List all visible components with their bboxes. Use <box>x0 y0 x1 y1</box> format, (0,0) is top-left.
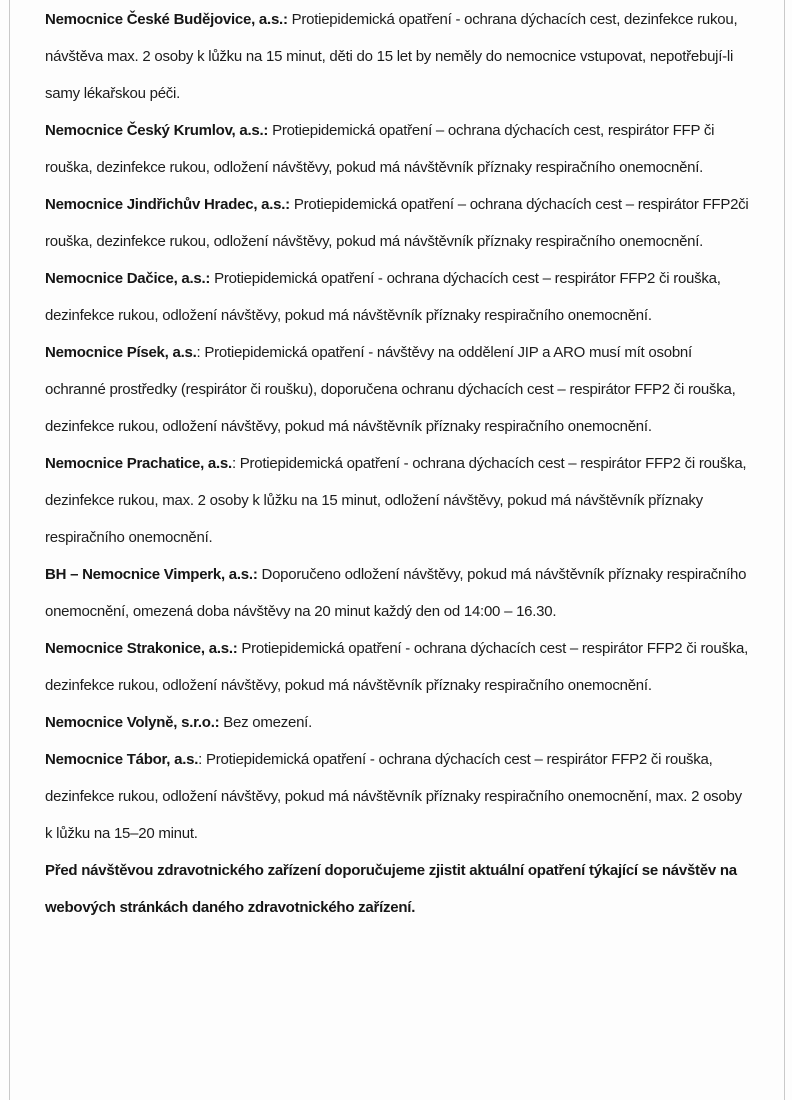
hospital-name: Nemocnice Volyně, s.r.o.: <box>45 714 220 731</box>
hospital-entry-cesky-krumlov <box>45 112 751 186</box>
entry-text: Protiepidemická opatření - ochrana dýchacích cest, dezinfekce rukou, návštěva max. 2 osoby k lůžku na 15 minut, děti do 15 let by neměly do nemocnice vstupovat, nepotřebují-li samy lékařskou péči. <box>45 11 738 102</box>
hospital-name: Nemocnice Strakonice, a.s.: <box>45 640 238 657</box>
entry-text: : Protiepidemická opatření - ochrana dýchacích cest – respirátor FFP2 či rouška, dezinfekce rukou, odložení návštěvy, pokud má návštěvník příznaky respiračního onemocnění, max. 2 osoby k lůžku na 15–20 minut. <box>45 751 742 842</box>
hospital-entry-jindrichuv-hradec <box>45 186 751 260</box>
entry-text: Bez omezení. <box>219 714 313 731</box>
entry-text: : Protiepidemická opatření - ochrana dýchacích cest – respirátor FFP2 či rouška, dezinfekce rukou, max. 2 osoby k lůžku na 15 minut, odložení návštěvy, pokud má návštěvník příznaky respiračního onemocnění. <box>45 455 747 546</box>
hospital-entry-ceske-budejovice <box>45 1 751 112</box>
hospital-name: Nemocnice Prachatice, a.s. <box>45 455 232 472</box>
hospital-entry-vimperk <box>45 556 751 630</box>
closing-note-text: Před návštěvou zdravotnického zařízení doporučujeme zjistit aktuální opatření týkající se návštěv na webových stránkách daného zdravotnického zařízení. <box>45 862 737 916</box>
hospital-entry-volyne <box>45 704 751 741</box>
entry-text: Protiepidemická opatření - ochrana dýchacích cest – respirátor FFP2 či rouška, dezinfekce rukou, odložení návštěvy, pokud má návštěvník příznaky respiračního onemocnění. <box>45 640 748 694</box>
closing-note <box>45 852 751 926</box>
entry-text: Protiepidemická opatření - ochrana dýchacích cest – respirátor FFP2 či rouška, dezinfekce rukou, odložení návštěvy, pokud má návštěvník příznaky respiračního onemocnění. <box>45 270 721 324</box>
hospital-entry-pisek <box>45 334 751 445</box>
hospital-name: Nemocnice Jindřichův Hradec, a.s.: <box>45 196 290 213</box>
hospital-entry-dacice <box>45 260 751 334</box>
hospital-name: Nemocnice České Budějovice, a.s.: <box>45 11 288 28</box>
page-right-edge-rule <box>784 0 785 1100</box>
hospital-entry-tabor <box>45 741 751 852</box>
entry-text: : Protiepidemická opatření - návštěvy na oddělení JIP a ARO musí mít osobní ochranné prostředky (respirátor či roušku), doporučena ochranu dýchacích cest – respirátor FFP2 či rouška, dezinfekce rukou, odložení návštěvy, pokud má návštěvník příznaky respiračního onemocnění. <box>45 344 736 435</box>
hospital-name: Nemocnice Písek, a.s. <box>45 344 197 361</box>
entry-text: Protiepidemická opatření – ochrana dýchacích cest, respirátor FFP či rouška, dezinfekce rukou, odložení návštěvy, pokud má návštěvník příznaky respiračního onemocnění. <box>45 122 715 176</box>
entry-text: Doporučeno odložení návštěvy, pokud má návštěvník příznaky respiračního onemocnění, omezená doba návštěvy na 20 minut každý den od 14:00 – 16.30. <box>45 566 747 620</box>
page-left-edge-rule <box>9 0 10 1100</box>
document-body <box>45 0 751 926</box>
hospital-name: Nemocnice Dačice, a.s.: <box>45 270 211 287</box>
hospital-entry-strakonice <box>45 630 751 704</box>
hospital-entry-prachatice <box>45 445 751 556</box>
hospital-name: BH – Nemocnice Vimperk, a.s.: <box>45 566 258 583</box>
hospital-name: Nemocnice Český Krumlov, a.s.: <box>45 122 269 139</box>
entry-text: Protiepidemická opatření – ochrana dýchacích cest – respirátor FFP2či rouška, dezinfekce rukou, odložení návštěvy, pokud má návštěvník příznaky respiračního onemocnění. <box>45 196 749 250</box>
hospital-name: Nemocnice Tábor, a.s. <box>45 751 199 768</box>
